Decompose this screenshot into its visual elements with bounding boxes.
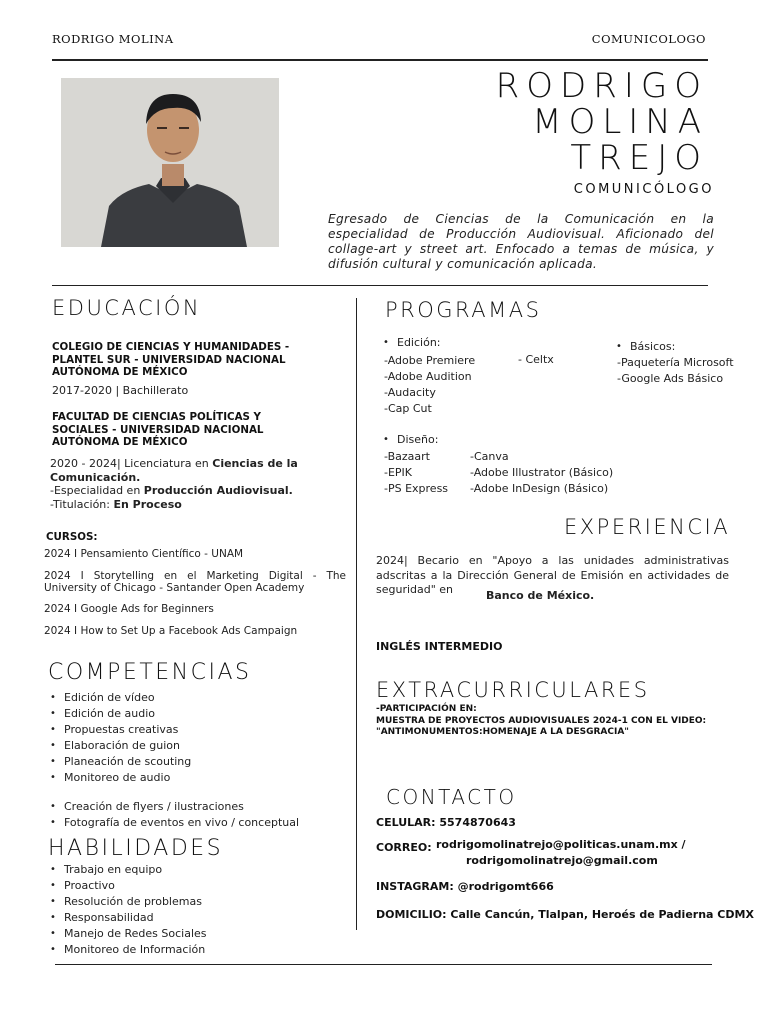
list-item: • Monitoreo de audio <box>48 770 191 786</box>
program-item: -EPIK <box>384 466 413 479</box>
contact-phone <box>376 816 516 829</box>
basicos-label: • Básicos: <box>614 339 675 355</box>
course-item: 2024 I Storytelling en el Marketing Digital - The University of Chicago - Santander Open Academy <box>44 570 346 594</box>
program-item: -Paquetería Microsoft <box>617 356 734 369</box>
basicos-label-list <box>614 339 675 355</box>
habilidades-heading: HABILIDADES <box>48 836 224 861</box>
edicion-label-list <box>381 335 441 351</box>
list-item: • Edición de vídeo <box>48 690 191 706</box>
phone-label: CELULAR: <box>376 816 436 829</box>
list-item: • Trabajo en equipo <box>48 862 207 878</box>
experience-text: 2024| Becario en "Apoyo a las unidades administrativas adscritas a la Dirección General de Emisión en actividades de seguridad" en <box>376 554 729 596</box>
school-2-years: 2020 - 2024| Licenciatura en <box>50 457 213 470</box>
column-divider <box>356 298 357 930</box>
phone-value: 5574870643 <box>439 816 516 829</box>
edicion-list <box>384 353 475 417</box>
school-2: FACULTAD DE CIENCIAS POLÍTICAS Y SOCIALES - UNIVERSIDAD NACIONAL AUTÓNOMA DE MÉXICO <box>52 411 264 448</box>
specialty-label: -Especialidad en <box>50 484 144 497</box>
competencias-list-2 <box>48 799 299 831</box>
list-item: • Responsabilidad <box>48 910 207 926</box>
titulacion-label: -Titulación: <box>50 498 114 511</box>
name-third: TREJO <box>570 138 708 178</box>
extracurriculares-heading: EXTRACURRICULARES <box>376 678 650 702</box>
extracurricular-line: MUESTRA DE PROYECTOS AUDIOVISUALES 2024-1 CON EL VIDEO: <box>376 715 707 726</box>
list-item: • Resolución de problemas <box>48 894 207 910</box>
experience-org: Banco de México. <box>486 589 595 602</box>
course-item: 2024 I How to Set Up a Facebook Ads Campaign <box>44 625 298 637</box>
list-item: • Edición de audio <box>48 706 191 722</box>
program-item: -Canva <box>470 450 509 463</box>
list-item: • Monitoreo de Información <box>48 942 207 958</box>
name-first: RODRIGO <box>495 66 708 106</box>
address-value: Calle Cancún, Tlalpan, Heroés de Padierna CDMX <box>450 908 754 921</box>
diseno-label-list <box>381 432 438 448</box>
competencias-list <box>48 690 191 786</box>
program-item: -Audacity <box>384 386 436 399</box>
email-label: CORREO: <box>376 841 432 854</box>
list-item: • Creación de flyers / ilustraciones <box>48 799 299 815</box>
email-link[interactable]: rodrigomolinatrejo@gmail.com <box>466 854 658 867</box>
courses-heading: CURSOS: <box>46 531 98 543</box>
name-second: MOLINA <box>532 102 708 142</box>
school-2-degree: Ciencias de la Comunicación. <box>50 457 298 484</box>
program-item: -Adobe InDesign (Básico) <box>470 482 609 495</box>
program-item: -Bazaart <box>384 450 430 463</box>
language-level: INGLÉS INTERMEDIO <box>376 640 503 653</box>
extracurricular-line: -PARTICIPACIÓN EN: <box>376 704 477 714</box>
program-item: -Cap Cut <box>384 402 432 415</box>
school-1: COLEGIO DE CIENCIAS Y HUMANIDADES - PLANTEL SUR - UNIVERSIDAD NACIONAL AUTÓNOMA DE MÉXICO <box>52 341 290 378</box>
school-2-detail <box>50 457 330 485</box>
list-item: • Manejo de Redes Sociales <box>48 926 207 942</box>
program-item-celtx: - Celtx <box>518 353 554 366</box>
specialty-line <box>50 484 293 498</box>
list-item: • Fotografía de eventos en vivo / conceptual <box>48 815 299 831</box>
contacto-heading: CONTACTO <box>386 785 517 809</box>
header-role: COMUNICOLOGO <box>591 32 706 46</box>
program-item: -Adobe Illustrator (Básico) <box>470 466 614 479</box>
habilidades-list <box>48 862 207 958</box>
profile-photo <box>61 78 279 247</box>
school-1-detail: 2017-2020 | Bachillerato <box>52 384 189 397</box>
list-item: • Planeación de scouting <box>48 754 191 770</box>
experiencia-heading: EXPERIENCIA <box>564 515 731 539</box>
program-item: -Adobe Premiere <box>384 354 476 367</box>
instagram-handle[interactable]: @rodrigomt666 <box>457 880 554 893</box>
top-divider <box>52 285 708 286</box>
education-heading: EDUCACIÓN <box>52 296 202 320</box>
extracurricular-text <box>376 704 706 739</box>
diseno-col-1 <box>384 449 448 497</box>
diseno-label: • Diseño: <box>381 432 438 448</box>
bottom-divider <box>55 964 712 965</box>
basicos-list <box>617 355 737 387</box>
titulacion-line <box>50 498 182 512</box>
specialty-value: Producción Audiovisual. <box>143 484 293 497</box>
header-divider <box>52 59 708 61</box>
profile-summary: Egresado de Ciencias de la Comunicación en la especialidad de Producción Audiovisual. Aficionado del collage-art y street art. Enfocado a temas de música, y difusión cultural y comunicación aplicada. <box>328 212 714 271</box>
role-title: COMUNICÓLOGO <box>573 182 714 197</box>
program-item: -PS Express <box>384 482 449 495</box>
email-link[interactable]: rodrigomolinatrejo@politicas.unam.mx / <box>436 838 686 851</box>
titulacion-value: En Proceso <box>113 498 182 511</box>
list-item: • Elaboración de guion <box>48 738 191 754</box>
contact-address <box>376 908 754 921</box>
edicion-label: • Edición: <box>381 335 441 351</box>
instagram-label: INSTAGRAM: <box>376 880 454 893</box>
contact-instagram <box>376 880 554 893</box>
program-item: -Google Ads Básico <box>617 372 724 385</box>
address-label: DOMICILIO: <box>376 908 447 921</box>
list-item: • Proactivo <box>48 878 207 894</box>
programas-heading: PROGRAMAS <box>385 298 542 322</box>
course-item: 2024 I Pensamiento Científico - UNAM <box>44 548 244 560</box>
diseno-col-2 <box>470 449 613 497</box>
extracurricular-line: "ANTIMONUMENTOS:HOMENAJE A LA DESGRACIA" <box>376 727 629 737</box>
competencias-heading: COMPETENCIAS <box>48 660 252 685</box>
course-item: 2024 I Google Ads for Beginners <box>44 603 214 615</box>
list-item: • Propuestas creativas <box>48 722 191 738</box>
program-item: -Adobe Audition <box>384 370 472 383</box>
header-name: RODRIGO MOLINA <box>52 32 174 46</box>
